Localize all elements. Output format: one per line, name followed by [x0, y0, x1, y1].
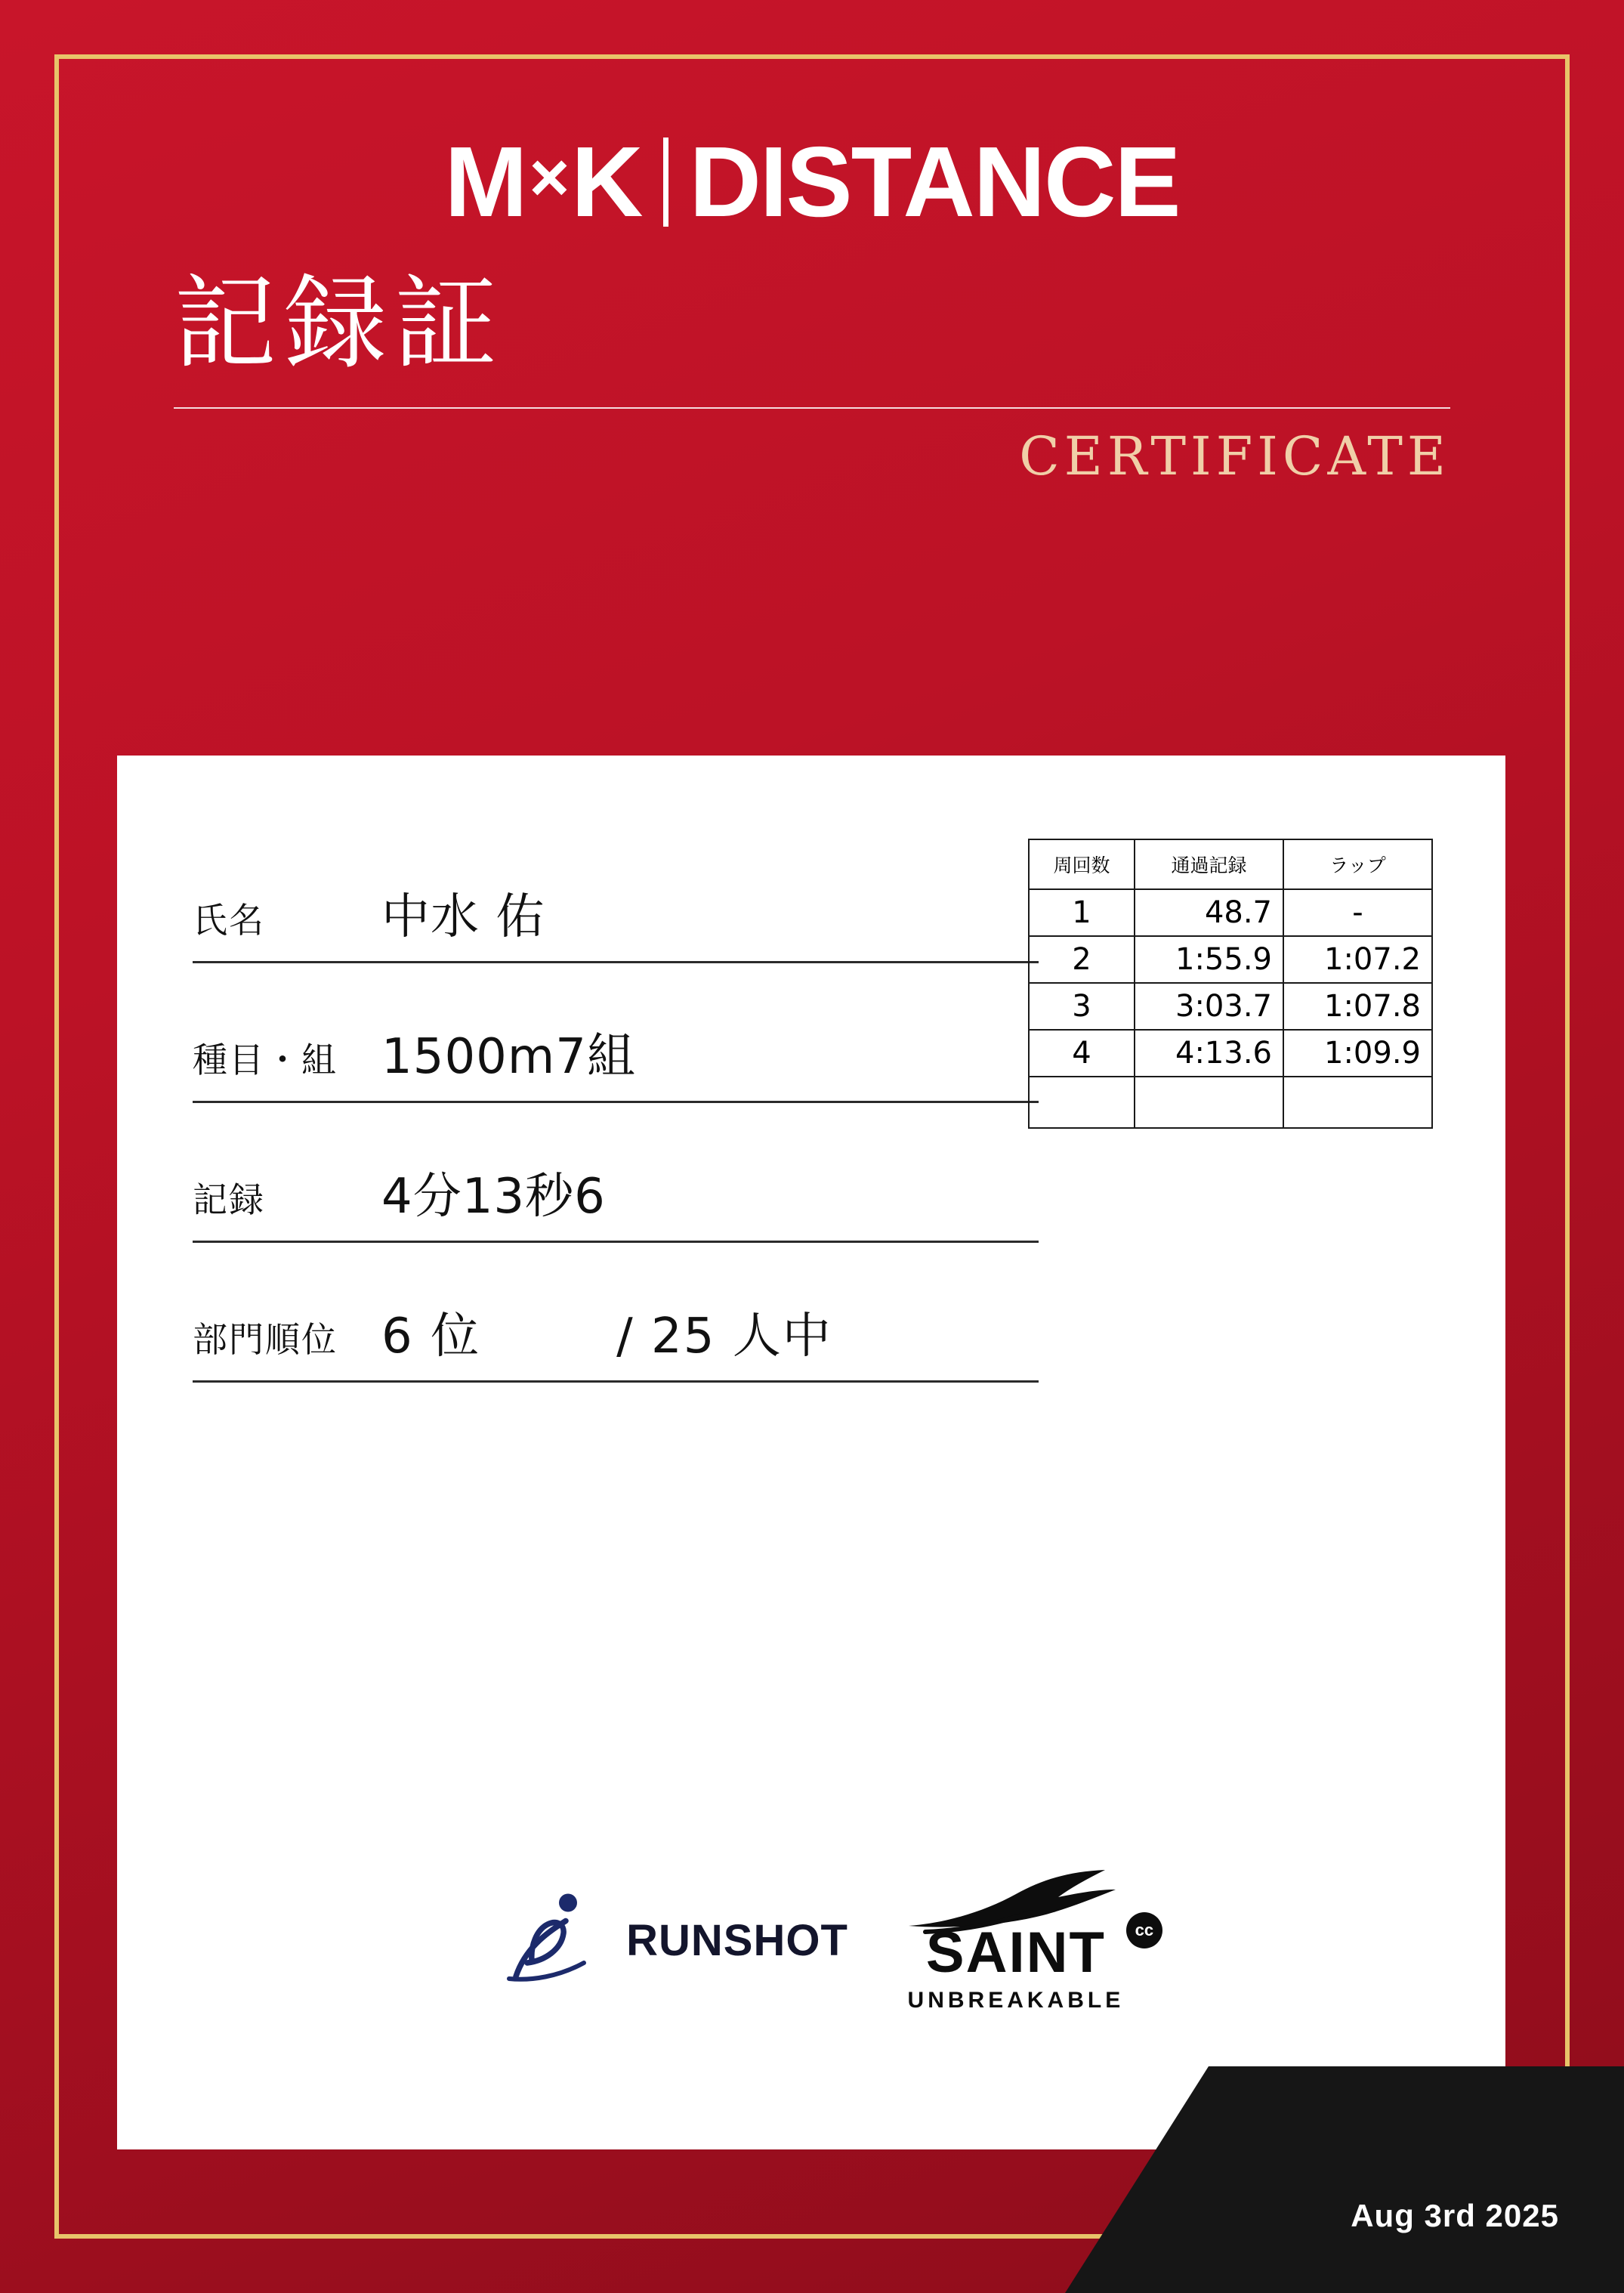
lap-table-header-row: [1029, 839, 1432, 889]
lap-table-header-split: 通過記録: [1135, 839, 1283, 889]
table-row: [1029, 889, 1432, 936]
sponsor-logos: [117, 1867, 1505, 2013]
runshot-wordmark: RUNSHOT: [626, 1915, 848, 1965]
brand-letter-m: M: [444, 126, 526, 237]
table-row: [1029, 936, 1432, 983]
saint-cc-badge-icon: cc: [1126, 1912, 1162, 1948]
lap-time-1: -: [1283, 889, 1432, 936]
field-label-name: 氏名: [193, 900, 265, 941]
lap-number-5: [1029, 1077, 1135, 1128]
table-row: [1029, 1077, 1432, 1128]
field-row-name: [193, 824, 1039, 963]
brand-divider-bar: [663, 138, 668, 227]
lap-split-4: 4:13.6: [1135, 1030, 1283, 1077]
title-divider-rule: [174, 407, 1450, 409]
field-value-rank: 6 位: [381, 1309, 481, 1364]
lap-number-1: 1: [1029, 889, 1135, 936]
lap-split-2: 1:55.9: [1135, 936, 1283, 983]
saint-logo: [895, 1867, 1154, 2013]
table-row: [1029, 1030, 1432, 1077]
lap-split-1: 48.7: [1135, 889, 1283, 936]
page-title-japanese: 記録証: [174, 264, 505, 384]
lap-table-header-laptime: ラップ: [1283, 839, 1432, 889]
athlete-details: [193, 824, 1039, 1383]
lap-split-5: [1135, 1077, 1283, 1128]
field-value-name: 中水 佑: [381, 889, 545, 945]
brand-letter-k: K: [571, 126, 642, 237]
lap-table-header-lapnumber: 周回数: [1029, 839, 1135, 889]
lap-split-3: 3:03.7: [1135, 983, 1283, 1030]
field-value-total-participants: / 25 人中: [616, 1309, 832, 1364]
lap-split-table: [1028, 839, 1433, 1129]
saint-wordmark: SAINT: [925, 1921, 1106, 1985]
runshot-logo: [493, 1884, 848, 1997]
field-value-record: 4分13秒6: [381, 1169, 606, 1225]
field-label-rank: 部門順位: [193, 1319, 338, 1360]
lap-number-4: 4: [1029, 1030, 1135, 1077]
field-value-event: 1500m7組: [381, 1029, 636, 1085]
lap-time-5: [1283, 1077, 1432, 1128]
brand-times-symbol: ×: [529, 139, 569, 216]
lap-time-2: 1:07.2: [1283, 936, 1432, 983]
page-title-english: CERTIFICATE: [1019, 425, 1450, 488]
lap-number-3: 3: [1029, 983, 1135, 1030]
field-label-event: 種目・組: [193, 1040, 338, 1080]
brand-word-distance: DISTANCE: [689, 126, 1180, 237]
field-row-rank: [193, 1243, 1039, 1383]
field-row-event: [193, 963, 1039, 1103]
event-brand-logo: [174, 126, 1450, 237]
event-date: Aug 3rd 2025: [1351, 2198, 1559, 2233]
field-label-record: 記録: [193, 1179, 265, 1220]
certificate-header: [174, 126, 1450, 488]
runshot-runner-icon: [493, 1884, 607, 1997]
table-row: [1029, 983, 1432, 1030]
field-row-record: [193, 1103, 1039, 1243]
certificate-body-card: [117, 756, 1505, 2149]
lap-time-3: 1:07.8: [1283, 983, 1432, 1030]
lap-time-4: 1:09.9: [1283, 1030, 1432, 1077]
lap-number-2: 2: [1029, 936, 1135, 983]
saint-tagline: UNBREAKABLE: [907, 1988, 1125, 2013]
